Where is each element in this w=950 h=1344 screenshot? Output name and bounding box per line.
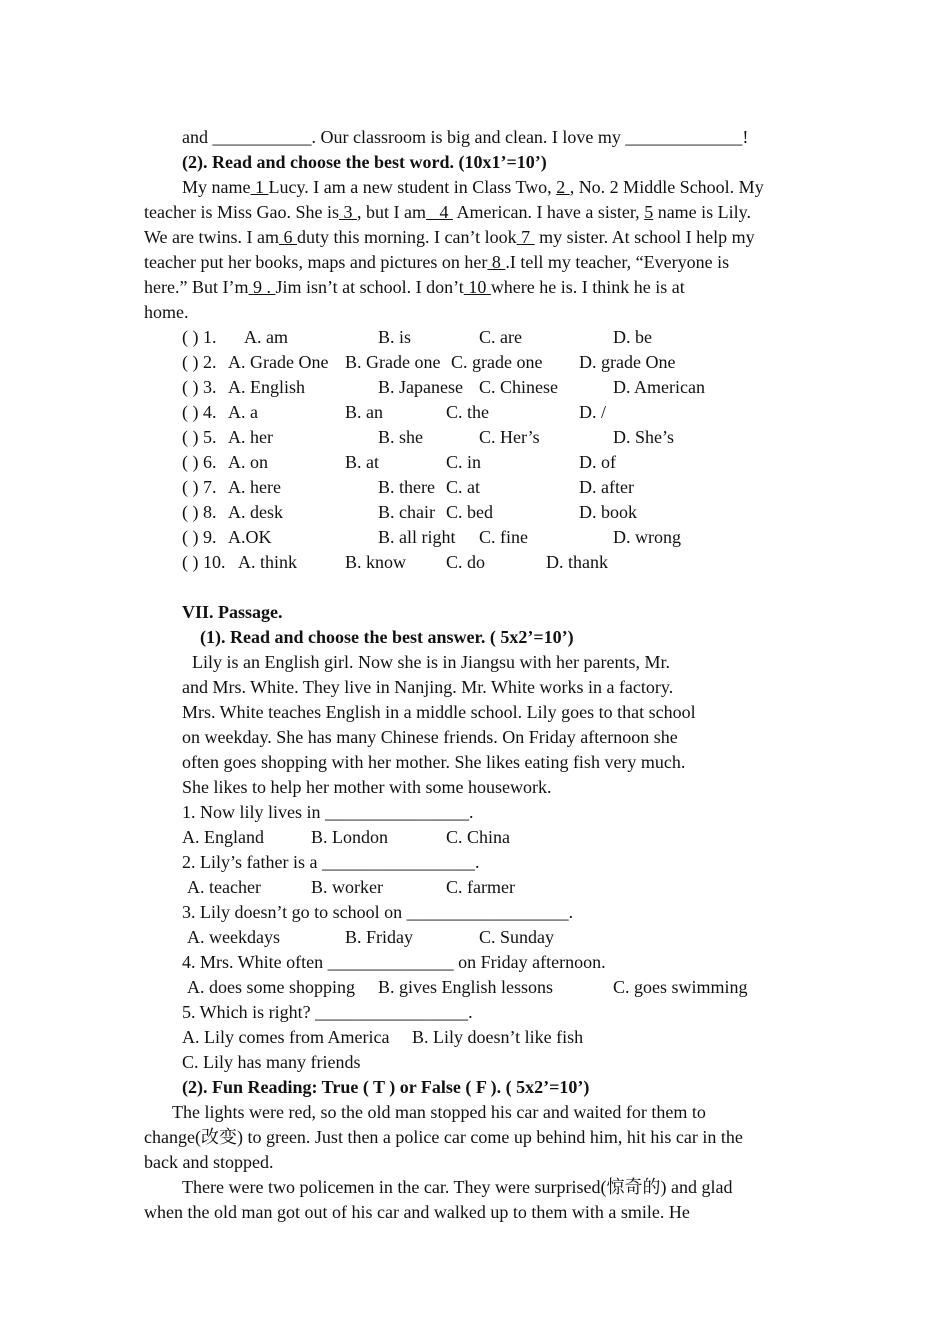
option-c: C. fine <box>479 527 528 547</box>
option-a: A. weekdays <box>187 927 280 947</box>
passage1-line: She likes to help her mother with some housework. <box>182 777 552 797</box>
option-c: C. goes swimming <box>613 977 748 997</box>
option-b: B. London <box>311 827 389 847</box>
question-text: 3. Lily doesn’t go to school on __________________. <box>182 902 574 922</box>
question-number: ( ) 10. <box>182 552 226 572</box>
section7-title: VII. Passage. <box>182 602 283 622</box>
blank-5: 5 <box>644 202 654 222</box>
option-d: D. grade One <box>579 352 676 372</box>
blank-9: 9 . <box>248 277 276 297</box>
question-number: ( ) 6. <box>182 452 217 472</box>
cloze-line-1: My name 1 Lucy. I am a new student in Class Two, 2 , No. 2 Middle School. My <box>182 177 764 197</box>
option-b: B. worker <box>311 877 383 897</box>
option-c: C. grade one <box>451 352 543 372</box>
question-number: ( ) 9. <box>182 527 217 547</box>
option-b: B. Grade one <box>345 352 441 372</box>
option-b: B. Japanese <box>378 377 463 397</box>
option-a: A. desk <box>228 502 283 522</box>
passage1-line: Mrs. White teaches English in a middle school. Lily goes to that school <box>182 702 696 722</box>
question-text: 2. Lily’s father is a _________________. <box>182 852 480 872</box>
passage2-line: There were two policemen in the car. They were surprised(惊奇的) and glad <box>182 1177 733 1197</box>
blank-1: 1 <box>250 177 269 197</box>
option-a: A. Lily comes from America <box>182 1027 390 1047</box>
blank-7: 7 <box>516 227 535 247</box>
option-d: D. of <box>579 452 616 472</box>
option-b: B. gives English lessons <box>378 977 554 997</box>
option-d: D. wrong <box>613 527 681 547</box>
question-number: ( ) 3. <box>182 377 217 397</box>
option-d: D. / <box>579 402 606 422</box>
option-a: A. think <box>238 552 298 572</box>
passage1-line: and Mrs. White. They live in Nanjing. Mr. White works in a factory. <box>182 677 674 697</box>
intro-line: and ___________. Our classroom is big and clean. I love my _____________! <box>182 127 749 147</box>
option-a: A. does some shopping <box>187 977 355 997</box>
option-d: D. She’s <box>613 427 675 447</box>
blank-6: 6 <box>279 227 297 247</box>
option-b: B. there <box>378 477 435 497</box>
option-a: A. on <box>228 452 268 472</box>
question-text: 5. Which is right? _________________. <box>182 1002 473 1022</box>
blank-4: 4 <box>425 202 453 222</box>
option-b: B. all right <box>378 527 456 547</box>
option-a: A.OK <box>228 527 272 547</box>
question-number: ( ) 2. <box>182 352 217 372</box>
option-c: C. the <box>446 402 489 422</box>
cloze-line-4: teacher put her books, maps and pictures on her 8 .I tell my teacher, “Everyone is <box>144 252 730 272</box>
option-a: A. her <box>228 427 273 447</box>
option-b: B. Friday <box>345 927 414 947</box>
option-c: C. Sunday <box>479 927 555 947</box>
option-c: C. are <box>479 327 522 347</box>
option-b: B. at <box>345 452 379 472</box>
question-number: ( ) 4. <box>182 402 217 422</box>
option-c: C. at <box>446 477 480 497</box>
option-d: D. be <box>613 327 652 347</box>
option-c: C. bed <box>446 502 493 522</box>
option-a: A. a <box>228 402 258 422</box>
option-d: D. book <box>579 502 637 522</box>
option-d: D. American <box>613 377 705 397</box>
option-a: A. England <box>182 827 264 847</box>
passage2-line: change(改变) to green. Just then a police car come up behind him, hit his car in the <box>144 1127 743 1147</box>
option-b: B. chair <box>378 502 435 522</box>
option-b: B. know <box>345 552 407 572</box>
question-number: ( ) 7. <box>182 477 217 497</box>
option-a: A. Grade One <box>228 352 329 372</box>
blank-3: 3 <box>338 202 357 222</box>
option-d: D. thank <box>546 552 608 572</box>
question-number: ( ) 1. <box>182 327 217 347</box>
option-c: C. China <box>446 827 511 847</box>
option-c: C. Chinese <box>479 377 558 397</box>
question-number: ( ) 8. <box>182 502 217 522</box>
option-c: C. in <box>446 452 482 472</box>
passage2-line: when the old man got out of his car and walked up to them with a smile. He <box>144 1202 690 1222</box>
blank-10: 10 <box>463 277 491 297</box>
part2-heading: (2). Read and choose the best word. (10x1’=10’) <box>182 152 547 172</box>
option-c: C. Lily has many friends <box>182 1052 361 1072</box>
option-d: D. after <box>579 477 634 497</box>
option-c: C. do <box>446 552 486 572</box>
passage2-line: back and stopped. <box>144 1152 274 1172</box>
cloze-line-2: teacher is Miss Gao. She is 3 , but I am 4 American. I have a sister, 5 name is Lily. <box>144 202 752 222</box>
option-b: B. an <box>345 402 383 422</box>
option-c: C. Her’s <box>479 427 540 447</box>
passage1-line: often goes shopping with her mother. She likes eating fish very much. <box>182 752 686 772</box>
passage1-line: Lily is an English girl. Now she is in Jiangsu with her parents, Mr. <box>192 652 670 672</box>
passage2-line: The lights were red, so the old man stopped his car and waited for them to <box>172 1102 706 1122</box>
cloze-line-3: We are twins. I am 6 duty this morning. I can’t look 7 my sister. At school I help my <box>144 227 755 247</box>
blank-8: 8 <box>487 252 506 272</box>
blank-2: 2 <box>556 177 570 197</box>
section7-part2-heading: (2). Fun Reading: True ( T ) or False ( F ). ( 5x2’=10’) <box>182 1077 590 1097</box>
option-b: B. Lily doesn’t like fish <box>412 1027 584 1047</box>
option-c: C. farmer <box>446 877 515 897</box>
question-text: 4. Mrs. White often ______________ on Friday afternoon. <box>182 952 606 972</box>
question-text: 1. Now lily lives in ________________. <box>182 802 474 822</box>
option-a: A. teacher <box>187 877 261 897</box>
question-number: ( ) 5. <box>182 427 217 447</box>
option-a: A. English <box>228 377 306 397</box>
option-b: B. is <box>378 327 412 347</box>
cloze-line-5: here.” But I’m 9 . Jim isn’t at school. I don’t 10 where he is. I think he is at <box>144 277 685 297</box>
option-b: B. she <box>378 427 423 447</box>
section7-part1-heading: (1). Read and choose the best answer. ( 5x2’=10’) <box>200 627 574 647</box>
cloze-line-6: home. <box>144 302 189 322</box>
passage1-line: on weekday. She has many Chinese friends. On Friday afternoon she <box>182 727 678 747</box>
option-a: A. am <box>244 327 288 347</box>
option-a: A. here <box>228 477 281 497</box>
